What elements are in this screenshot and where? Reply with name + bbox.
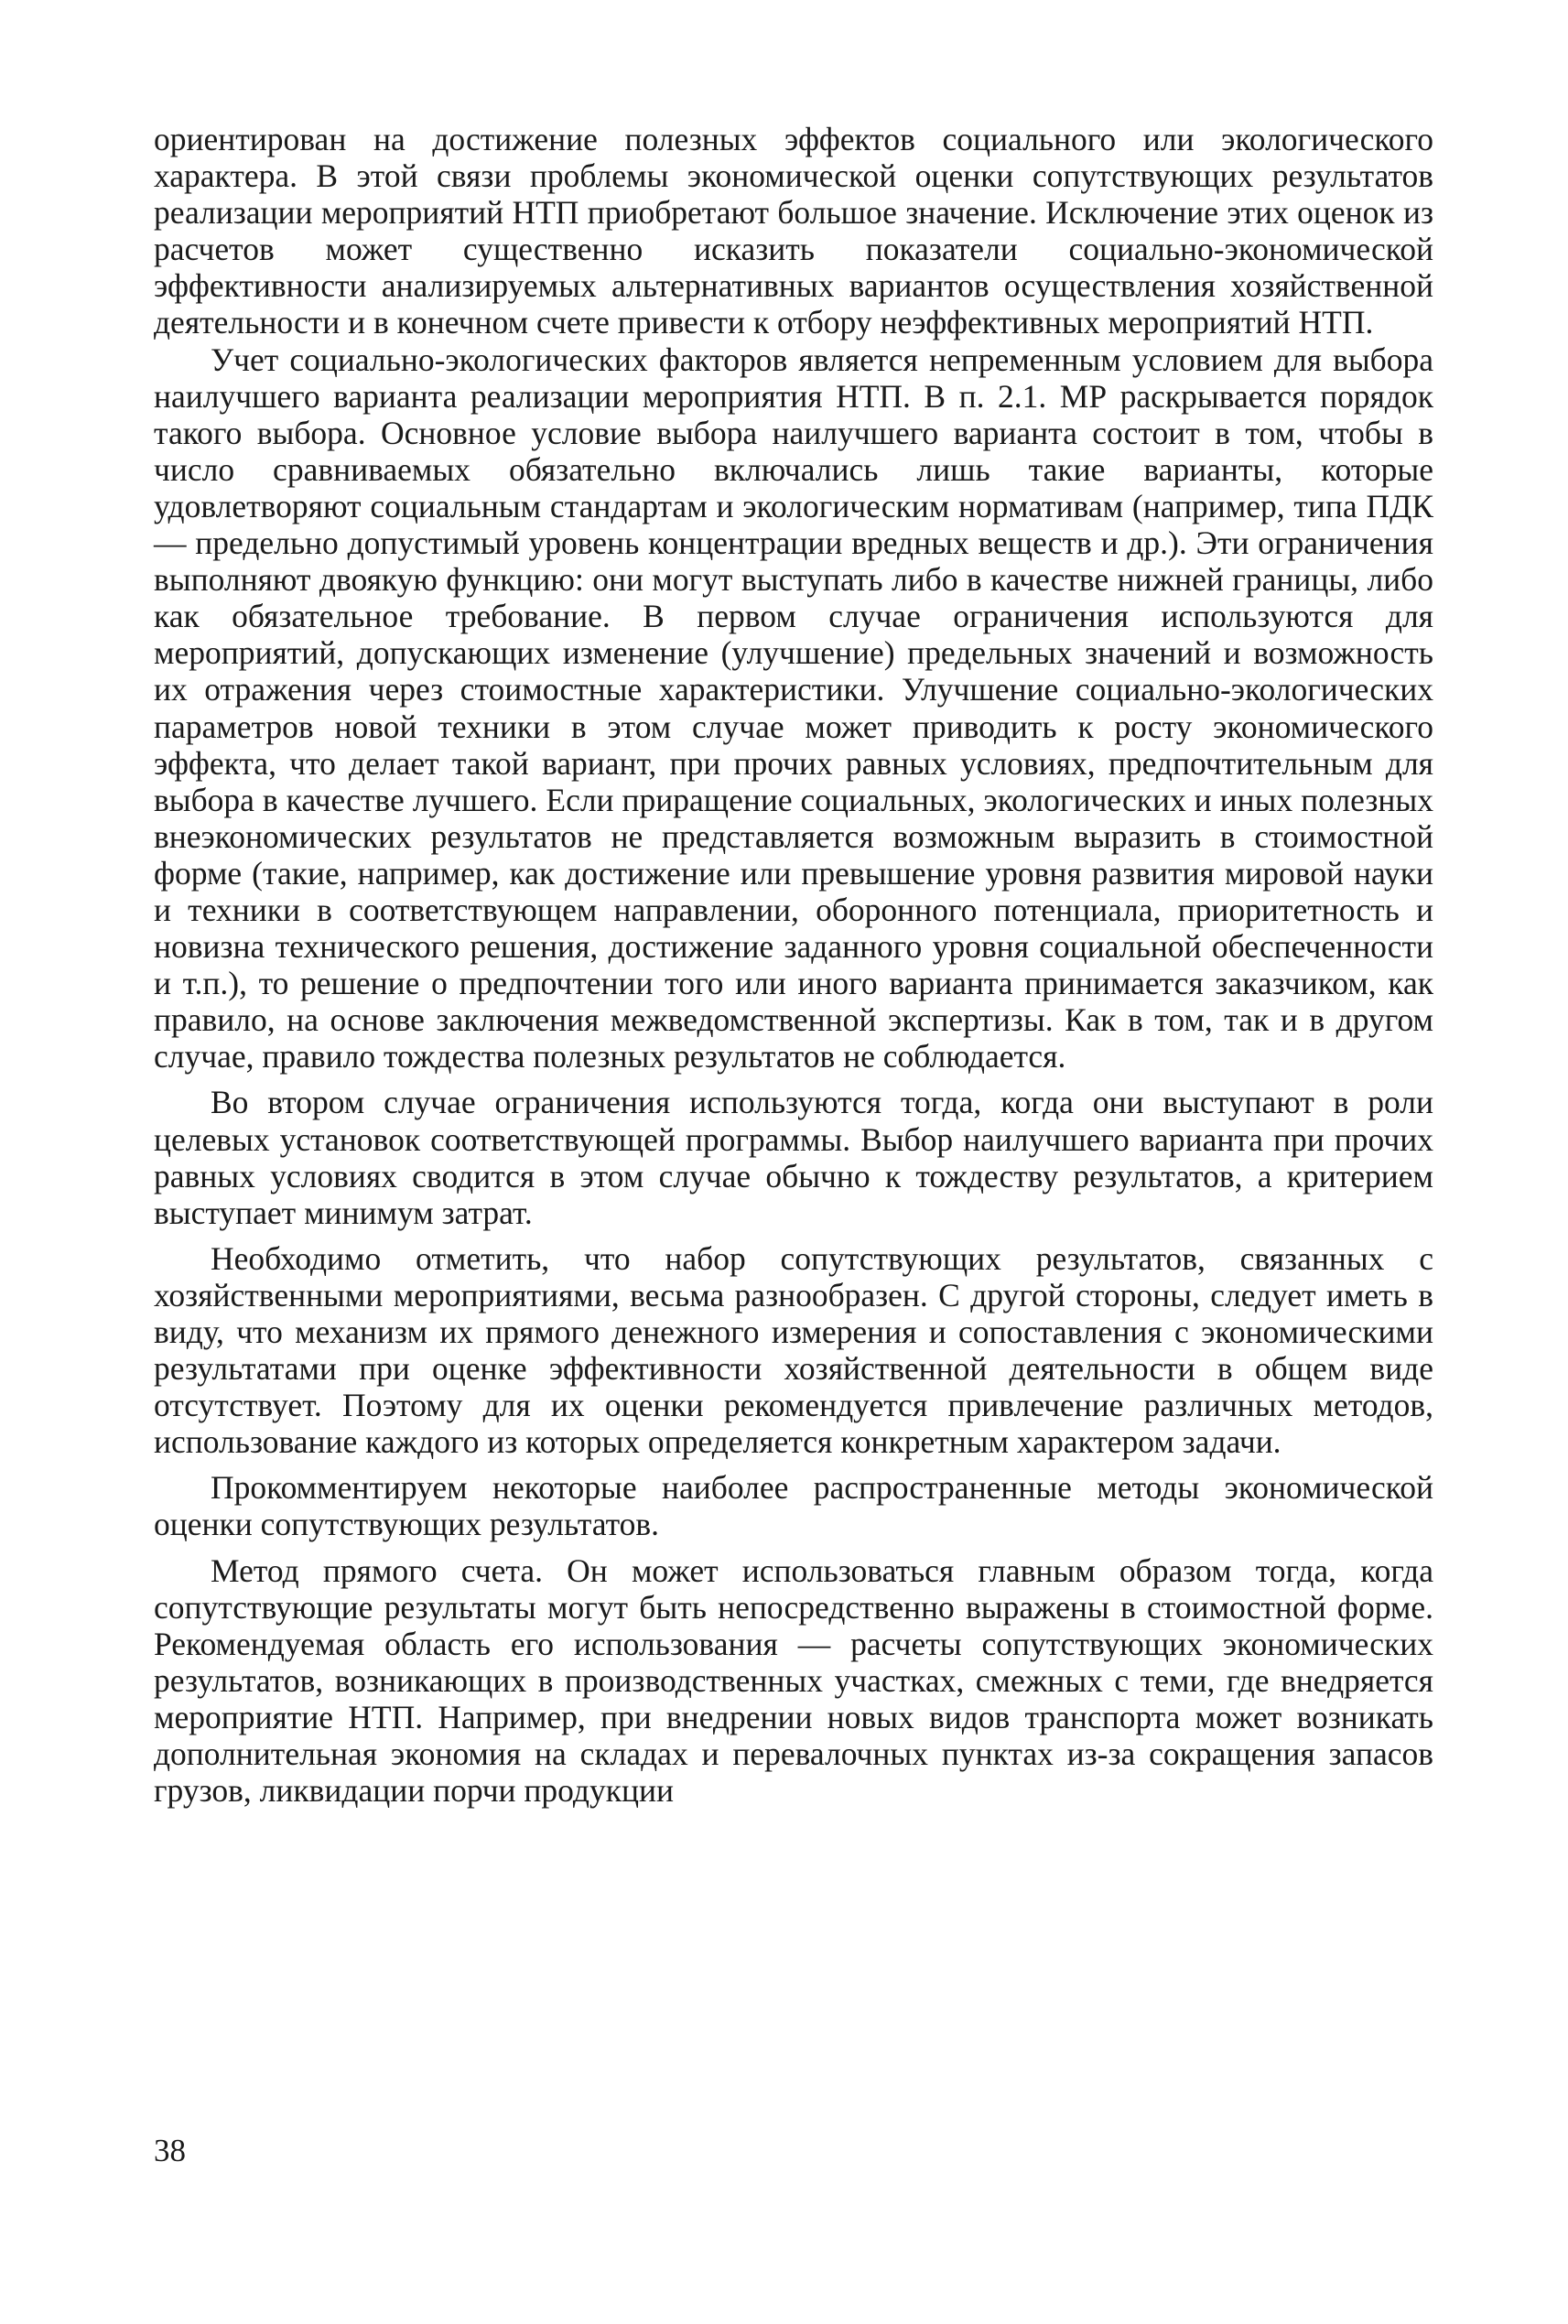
page-number: 38: [154, 2133, 186, 2168]
paragraph-2: Учет социально-экологических факторов является непременным условием для выбора наилучшего варианта реализации мероприятия НТП. В п. 2.1. МР раскрывается порядок такого выбора. Основное условие выбора наилучшего варианта состоит в том, чтобы в число сравниваемых обязательно включались лишь такие варианты, которые удовлетворяют социальным стандартам и экологическим нормативам (например, типа ПДК — предельно допустимый уровень концентрации вредных веществ и др.). Эти ограничения выполняют двоякую функцию: они могут выступать либо в качестве нижней границы, либо как обязательное требование. В первом случае ограничения используются для мероприятий, допускающих изменение (улучшение) предельных значений и возможность их отражения через стоимостные характеристики. Улучшение социально-экологических параметров новой техники в этом случае может приводить к росту экономического эффекта, что делает такой вариант, при прочих равных условиях, предпочтительным для выбора в качестве лучшего. Если приращение социальных, экологических и иных полезных внеэкономических результатов не представляется возможным выразить в стоимостной форме (такие, например, как достижение или превышение уровня развития мировой науки и техники в соответствующем направлении, оборонного потенциала, приоритетность и новизна технического решения, достижение заданного уровня социальной обеспеченности и т.п.), то решение о предпочтении того или иного варианта принимается заказчиком, как правило, на основе заключения межведомственной экспертизы. Как в том, так и в другом случае, правило тождества полезных результатов не соблюдается.: [154, 340, 1433, 1076]
paragraph-1: ориентирован на достижение полезных эффектов социального или экологического характера. В этой связи проблемы экономической оценки сопутствующих результатов реализации мероприятий НТП приобретают большое значение. Исключение этих оценок из расчетов может существенно исказить показатели социально-экономической эффективности анализируемых альтернативных вариантов осуществления хозяйственной деятельности и в конечном счете привести к отбору неэффективных мероприятий НТП.: [154, 121, 1433, 341]
body-text: [154, 121, 1433, 1809]
paragraph-5: Прокомментируем некоторые наиболее распространенные методы экономической оценки сопутствующих результатов.: [154, 1469, 1433, 1543]
paragraph-6: Метод прямого счета. Он может использоваться главным образом тогда, когда сопутствующие результаты могут быть непосредственно выражены в стоимостной форме. Рекомендуемая область его использования — расчеты сопутствующих экономических результатов, возникающих в производственных участках, смежных с теми, где внедряется мероприятие НТП. Например, при внедрении новых видов транспорта может возникать дополнительная экономия на складах и перевалочных пунктах из-за сокращения запасов грузов, ликвидации порчи продукции: [154, 1551, 1433, 1810]
paragraph-3: Во втором случае ограничения используются тогда, когда они выступают в роли целевых установок соответствующей программы. Выбор наилучшего варианта при прочих равных условиях сводится в этом случае обычно к тождеству результатов, а критерием выступает минимум затрат.: [154, 1084, 1433, 1231]
paragraph-4: Необходимо отметить, что набор сопутствующих результатов, связанных с хозяйственными мероприятиями, весьма разнообразен. С другой стороны, следует иметь в виду, что механизм их прямого денежного измерения и сопоставления с экономическими результатами при оценке эффективности хозяйственной деятельности в общем виде отсутствует. Поэтому для их оценки рекомендуется привлечение различных методов, использование каждого из которых определяется конкретным характером задачи.: [154, 1239, 1433, 1461]
